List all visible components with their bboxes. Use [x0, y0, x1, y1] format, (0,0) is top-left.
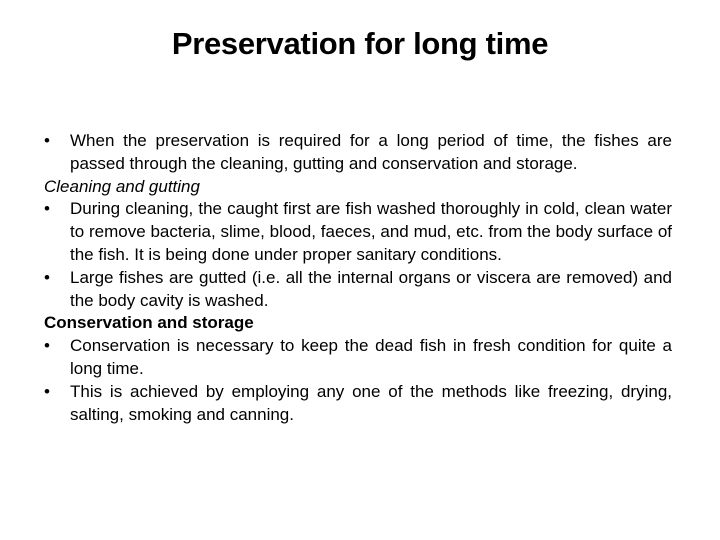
bullet-text: When the preservation is required for a long period of time, the fishes are passed through the cleaning, gutting and conservation and storage.: [70, 131, 672, 173]
bullet-dot-icon: •: [44, 267, 50, 287]
bullet-text: This is achieved by employing any one of the methods like freezing, drying, salting, smoking and canning.: [70, 381, 672, 424]
bullet-text: Large fishes are gutted (i.e. all the internal organs or viscera are removed) and the body cavity is washed.: [70, 267, 672, 310]
bullet-dot-icon: •: [44, 381, 50, 401]
bullet-dot-icon: •: [44, 336, 50, 356]
bullet-dot-icon: •: [44, 131, 50, 150]
bullet-conservation-2: [44, 381, 672, 427]
bullet-cleaning-1: [44, 198, 672, 266]
bullet-intro: [44, 130, 672, 176]
bullet-text: Conservation is necessary to keep the dead fish in fresh condition for quite a long time.: [70, 336, 672, 378]
section-heading-cleaning: Cleaning and gutting: [44, 176, 200, 196]
bullet-cleaning-2: [44, 267, 672, 313]
bullet-dot-icon: •: [44, 199, 50, 219]
bullet-text: During cleaning, the caught first are fish washed thoroughly in cold, clean water to remove bacteria, slime, blood, faeces, and mud, etc. from the body surface of the fish. It is being done under proper sanitary conditions.: [70, 199, 672, 264]
section-heading-conservation: Conservation and storage: [44, 313, 254, 333]
slide-title: Preservation for long time: [171, 26, 549, 61]
slide-content: [44, 130, 672, 426]
bullet-conservation-1: [44, 335, 672, 381]
